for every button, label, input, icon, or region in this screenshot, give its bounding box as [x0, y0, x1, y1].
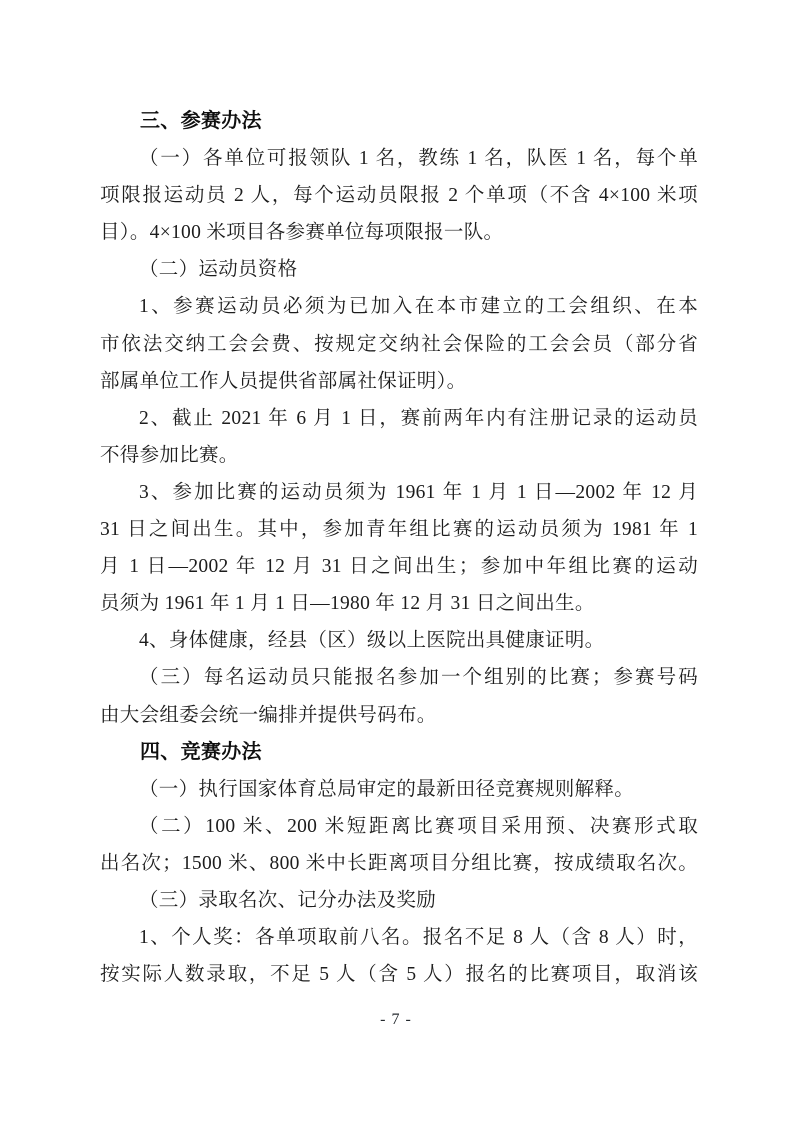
page-number: - 7 -	[380, 1011, 412, 1028]
text-line: 2、截止 2021 年 6 月 1 日，赛前两年内有注册记录的运动员	[139, 407, 698, 429]
text-line: （二）运动员资格	[139, 259, 298, 281]
text-line: 月 1 日—2002 年 12 月 31 日之间出生；参加中年组比赛的运动	[100, 556, 698, 578]
text-line: 目）。4×100 米项目各参赛单位每项限报一队。	[100, 222, 504, 244]
text-line: （三）录取名次、记分办法及奖励	[139, 889, 437, 911]
text-line: （三）每名运动员只能报名参加一个组别的比赛；参赛号码	[139, 667, 698, 689]
text-line: （一）执行国家体育总局审定的最新田径竞赛规则解释。	[139, 778, 635, 800]
text-line: 按实际人数录取，不足 5 人（含 5 人）报名的比赛项目，取消该	[100, 964, 698, 986]
text-line: 出名次；1500 米、800 米中长距离项目分组比赛，按成绩取名次。	[100, 852, 698, 874]
text-line: 3、参加比赛的运动员须为 1961 年 1 月 1 日—2002 年 12 月	[139, 481, 698, 503]
text-line: 31 日之间出生。其中，参加青年组比赛的运动员须为 1981 年 1	[100, 519, 698, 541]
text-line: （一）各单位可报领队 1 名，教练 1 名，队医 1 名，每个单	[139, 148, 698, 170]
text-line: 市依法交纳工会会费、按规定交纳社会保险的工会会员（部分省	[100, 333, 698, 355]
document-body	[100, 103, 698, 993]
text-line: 4、身体健康，经县（区）级以上医院出具健康证明。	[139, 630, 605, 652]
text-line: 部属单位工作人员提供省部属社保证明）。	[100, 370, 467, 392]
text-line: 由大会组委会统一编排并提供号码布。	[100, 704, 437, 726]
text-line: 项限报运动员 2 人，每个运动员限报 2 个单项（不含 4×100 米项	[100, 185, 698, 207]
text-line: 1、参赛运动员必须为已加入在本市建立的工会组织、在本	[139, 296, 698, 318]
text-line: 1、个人奖：各单项取前八名。报名不足 8 人（含 8 人）时，	[139, 927, 698, 949]
text-line: 不得参加比赛。	[100, 444, 239, 466]
section-heading: 三、参赛办法	[140, 110, 262, 132]
text-line: 员须为 1961 年 1 月 1 日—1980 年 12 月 31 日之间出生。	[100, 593, 595, 615]
text-line: （二）100 米、200 米短距离比赛项目采用预、决赛形式取	[139, 815, 698, 837]
section-heading: 四、竞赛办法	[140, 740, 262, 763]
